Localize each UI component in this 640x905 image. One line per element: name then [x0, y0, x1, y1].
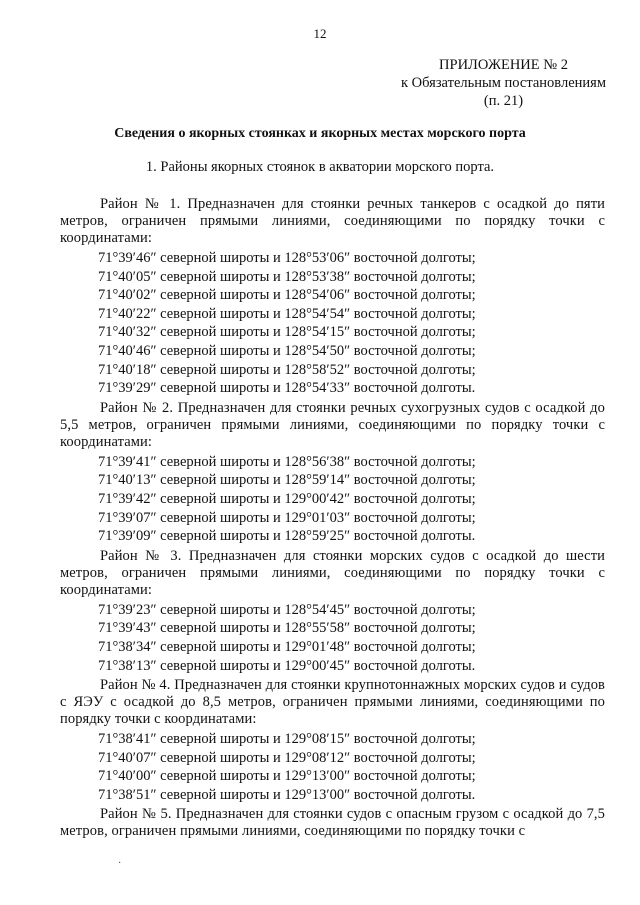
coordinate-line: 71°38′41″ северной широты и 129°08′15″ восточной долготы;: [98, 731, 476, 748]
appendix-title: ПРИЛОЖЕНИЕ № 2: [439, 57, 568, 73]
appendix-subtitle: к Обязательным постановлениям: [401, 75, 606, 91]
coordinate-line: 71°40′18″ северной широты и 128°58′52″ восточной долготы;: [98, 361, 476, 378]
appendix-header: [401, 56, 606, 110]
coordinate-list: [60, 249, 605, 398]
coordinate-list: [60, 730, 605, 804]
coordinate-list: [60, 453, 605, 546]
page-number: 12: [313, 26, 327, 41]
coordinate-line: 71°39′23″ северной широты и 128°54′45″ восточной долготы;: [98, 601, 476, 618]
coordinate-line: 71°39′41″ северной широты и 128°56′38″ восточной долготы;: [98, 453, 476, 470]
coordinate-line: 71°40′22″ северной широты и 128°54′54″ восточной долготы;: [98, 305, 476, 322]
coordinate-line: 71°40′46″ северной широты и 128°54′50″ восточной долготы;: [98, 342, 476, 359]
coordinate-line: 71°39′07″ северной широты и 129°01′03″ восточной долготы;: [98, 509, 476, 526]
district-paragraph: Район № 3. Предназначен для стоянки морских судов с осадкой до шести метров, ограничен прямыми линиями, соединяющими по порядку точки с координатами:: [60, 547, 605, 598]
coordinate-line: 71°39′42″ северной широты и 129°00′42″ восточной долготы;: [98, 490, 476, 507]
coordinate-line: 71°39′43″ северной широты и 128°55′58″ восточной долготы;: [98, 620, 476, 637]
district-paragraph: Район № 1. Предназначен для стоянки речных танкеров с осадкой до пяти метров, ограничен прямыми линиями, соединяющими по порядку точки с координатами:: [60, 196, 605, 246]
coordinate-line: 71°39′46″ северной широты и 128°53′06″ восточной долготы;: [98, 250, 476, 266]
coordinate-line: 71°38′34″ северной широты и 129°01′48″ восточной долготы;: [98, 638, 476, 655]
districts-list: [60, 194, 605, 840]
coordinate-line: 71°38′51″ северной широты и 129°13′00″ восточной долготы.: [98, 786, 476, 803]
coordinate-line: 71°40′00″ северной широты и 129°13′00″ восточной долготы;: [98, 768, 476, 785]
district-paragraph: Район № 4. Предназначен для стоянки крупнотоннажных морских судов и судов с ЯЭУ с осадкой до 8,5 метров, ограничен прямыми линиями, соединяющими по порядку точки с координатами:: [60, 677, 605, 728]
coordinate-line: 71°39′29″ северной широты и 128°54′33″ восточной долготы.: [98, 380, 476, 397]
coordinate-line: 71°40′32″ северной широты и 128°54′15″ восточной долготы;: [98, 324, 476, 341]
coordinate-line: 71°40′05″ северной широты и 128°53′38″ восточной долготы;: [98, 268, 476, 285]
coordinate-line: 71°39′09″ северной широты и 128°59′25″ восточной долготы.: [98, 528, 476, 545]
document-title: Сведения о якорных стоянках и якорных местах морского порта: [114, 126, 526, 141]
scan-speck: ·: [118, 858, 122, 869]
coordinate-line: 71°40′13″ северной широты и 128°59′14″ восточной долготы;: [98, 472, 476, 489]
coordinate-line: 71°40′02″ северной широты и 128°54′06″ восточной долготы;: [98, 287, 476, 304]
district-paragraph: Район № 2. Предназначен для стоянки речных сухогрузных судов с осадкой до 5,5 метров, ограничен прямыми линиями, соединяющими по порядку точки с координатами:: [60, 399, 605, 450]
district-paragraph: Район № 5. Предназначен для стоянки судов с опасным грузом с осадкой до 7,5 метров, ограничен прямыми линиями, соединяющими по порядку точки с: [60, 806, 605, 840]
coordinate-line: 71°40′07″ северной широты и 129°08′12″ восточной долготы;: [98, 749, 476, 766]
appendix-ref: (п. 21): [483, 93, 524, 109]
coordinate-line: 71°38′13″ северной широты и 129°00′45″ восточной долготы.: [98, 657, 476, 674]
coordinate-list: [60, 601, 605, 675]
section-heading: 1. Районы якорных стоянок в акватории морского порта.: [145, 159, 495, 175]
